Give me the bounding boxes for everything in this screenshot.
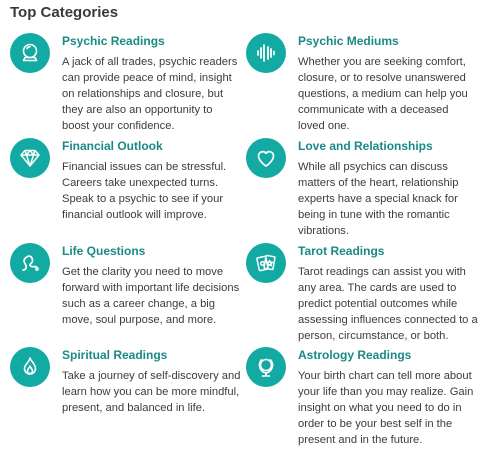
squiggle-path-icon: [10, 243, 50, 283]
category-title[interactable]: Tarot Readings: [298, 244, 385, 258]
category-title[interactable]: Psychic Readings: [62, 34, 165, 48]
heart-icon: [246, 138, 286, 178]
diamond-icon: [10, 138, 50, 178]
category-title[interactable]: Life Questions: [62, 244, 146, 258]
section-heading: Top Categories: [10, 4, 119, 21]
flame-icon: [10, 347, 50, 387]
crystal-ball-icon: [10, 33, 50, 73]
category-description: Take a journey of self-discovery and learn how you can be more mindful, present, and balanced in life.: [62, 370, 241, 414]
category-description: Financial issues can be stressful. Careers take unexpected turns. Speak to a psychic to see if your financial outlook will improve.: [62, 161, 227, 221]
category-description: Tarot readings can assist you with any area. The cards are used to predict potential outcomes while assessing influences connected to a person, circumstance, or both.: [298, 266, 478, 342]
category-title[interactable]: Financial Outlook: [62, 139, 163, 153]
sound-wave-icon: [246, 33, 286, 73]
category-description: Get the clarity you need to move forward with important life decisions such as a career change, a big move, soul purpose, and more.: [62, 266, 240, 326]
category-description: A jack of all trades, psychic readers can provide peace of mind, insight on relationships and closure, but they are also an opportunity to boost your confidence.: [62, 56, 238, 132]
tarot-cards-icon: [246, 243, 286, 283]
category-description: Whether you are seeking comfort, closure, or to resolve unanswered questions, a medium can help you communicate with a deceased loved one.: [298, 56, 468, 132]
category-title[interactable]: Love and Relationships: [298, 139, 433, 153]
category-title[interactable]: Spiritual Readings: [62, 348, 168, 362]
category-description: Your birth chart can tell more about your life than you may realize. Gain insight on what you need to do in order to be your best self in the present and in the future.: [298, 370, 474, 446]
category-title[interactable]: Astrology Readings: [298, 348, 412, 362]
category-description: While all psychics can discuss matters of the heart, relationship experts have a special knack for being in tune with the romantic vibrations.: [298, 161, 459, 237]
astrology-globe-icon: [246, 347, 286, 387]
category-title[interactable]: Psychic Mediums: [298, 34, 399, 48]
